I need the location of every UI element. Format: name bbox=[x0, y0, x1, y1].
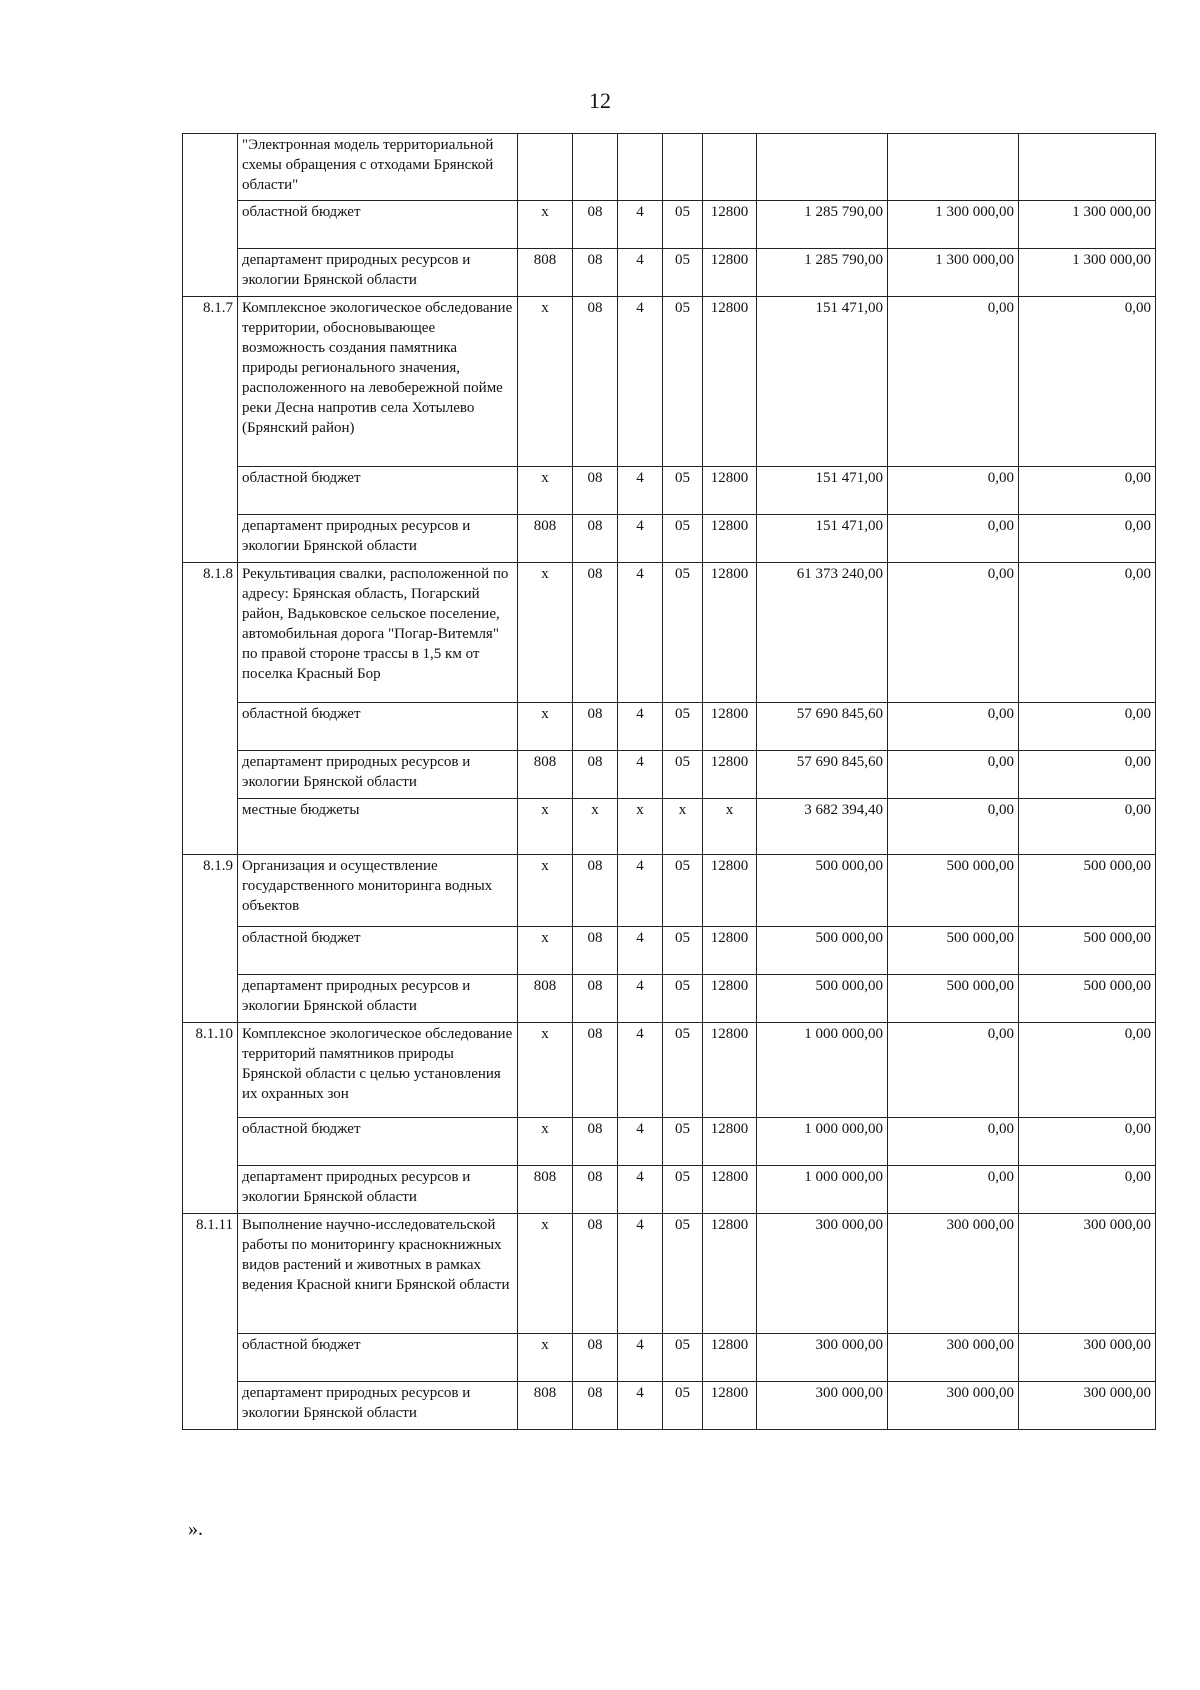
direction-cell: 12800 bbox=[703, 927, 757, 975]
amount-year3-cell: 0,00 bbox=[1019, 751, 1156, 799]
amount-year3-cell: 1 300 000,00 bbox=[1019, 249, 1156, 297]
table-row bbox=[183, 1214, 1156, 1334]
program-cell: 05 bbox=[663, 751, 703, 799]
amount-year2-cell: 0,00 bbox=[888, 1023, 1019, 1118]
direction-cell: 12800 bbox=[703, 1023, 757, 1118]
amount-year2-cell: 300 000,00 bbox=[888, 1214, 1019, 1334]
table-row bbox=[183, 563, 1156, 703]
amount-year2-cell bbox=[888, 134, 1019, 201]
table-row bbox=[183, 927, 1156, 975]
rz-cell: 08 bbox=[573, 1382, 618, 1430]
grbs-cell: х bbox=[518, 1334, 573, 1382]
program-cell: 05 bbox=[663, 927, 703, 975]
program-cell: 05 bbox=[663, 703, 703, 751]
table-row bbox=[183, 1382, 1156, 1430]
amount-year2-cell: 0,00 bbox=[888, 1118, 1019, 1166]
amount-year3-cell: 1 300 000,00 bbox=[1019, 201, 1156, 249]
table-row bbox=[183, 1334, 1156, 1382]
direction-cell: 12800 bbox=[703, 1382, 757, 1430]
amount-year3-cell: 0,00 bbox=[1019, 563, 1156, 703]
pr-cell: 4 bbox=[618, 1382, 663, 1430]
pr-cell: 4 bbox=[618, 201, 663, 249]
rz-cell: 08 bbox=[573, 1023, 618, 1118]
item-number-cell: 8.1.10 bbox=[183, 1023, 238, 1214]
program-cell: 05 bbox=[663, 1214, 703, 1334]
amount-year3-cell: 300 000,00 bbox=[1019, 1382, 1156, 1430]
grbs-cell: х bbox=[518, 563, 573, 703]
amount-year2-cell: 500 000,00 bbox=[888, 975, 1019, 1023]
amount-year3-cell: 0,00 bbox=[1019, 515, 1156, 563]
item-name-cell: департамент природных ресурсов и экологии Брянской области bbox=[238, 975, 518, 1023]
table-row bbox=[183, 201, 1156, 249]
program-cell: х bbox=[663, 799, 703, 855]
grbs-cell: х bbox=[518, 1023, 573, 1118]
item-number-cell: 8.1.8 bbox=[183, 563, 238, 855]
amount-year1-cell: 1 000 000,00 bbox=[757, 1166, 888, 1214]
item-name-cell: Выполнение научно-исследовательской работы по мониторингу краснокнижных видов растений и животных в рамках ведения Красной книги Брянской области bbox=[238, 1214, 518, 1334]
amount-year3-cell: 500 000,00 bbox=[1019, 975, 1156, 1023]
amount-year1-cell: 1 285 790,00 bbox=[757, 249, 888, 297]
item-name-cell: департамент природных ресурсов и экологии Брянской области bbox=[238, 1166, 518, 1214]
direction-cell: 12800 bbox=[703, 1214, 757, 1334]
grbs-cell: х bbox=[518, 927, 573, 975]
grbs-cell: х bbox=[518, 467, 573, 515]
item-number-cell: 8.1.7 bbox=[183, 297, 238, 563]
amount-year1-cell: 1 285 790,00 bbox=[757, 201, 888, 249]
pr-cell: 4 bbox=[618, 927, 663, 975]
amount-year2-cell: 0,00 bbox=[888, 703, 1019, 751]
amount-year1-cell: 151 471,00 bbox=[757, 297, 888, 467]
amount-year1-cell: 1 000 000,00 bbox=[757, 1118, 888, 1166]
amount-year2-cell: 300 000,00 bbox=[888, 1382, 1019, 1430]
grbs-cell: х bbox=[518, 799, 573, 855]
budget-table-body bbox=[183, 134, 1156, 1430]
item-name-cell: областной бюджет bbox=[238, 201, 518, 249]
amount-year3-cell: 0,00 bbox=[1019, 1166, 1156, 1214]
amount-year1-cell: 57 690 845,60 bbox=[757, 751, 888, 799]
grbs-cell: 808 bbox=[518, 515, 573, 563]
program-cell: 05 bbox=[663, 1166, 703, 1214]
item-name-cell: департамент природных ресурсов и экологии Брянской области bbox=[238, 249, 518, 297]
item-number-cell: 8.1.9 bbox=[183, 855, 238, 1023]
direction-cell: 12800 bbox=[703, 1166, 757, 1214]
item-name-cell: местные бюджеты bbox=[238, 799, 518, 855]
program-cell: 05 bbox=[663, 515, 703, 563]
rz-cell bbox=[573, 134, 618, 201]
grbs-cell: 808 bbox=[518, 1382, 573, 1430]
amount-year1-cell: 300 000,00 bbox=[757, 1382, 888, 1430]
pr-cell: 4 bbox=[618, 751, 663, 799]
amount-year2-cell: 0,00 bbox=[888, 297, 1019, 467]
amount-year2-cell: 0,00 bbox=[888, 1166, 1019, 1214]
amount-year1-cell bbox=[757, 134, 888, 201]
amount-year1-cell: 500 000,00 bbox=[757, 927, 888, 975]
amount-year1-cell: 151 471,00 bbox=[757, 467, 888, 515]
direction-cell: 12800 bbox=[703, 515, 757, 563]
table-row bbox=[183, 249, 1156, 297]
rz-cell: 08 bbox=[573, 201, 618, 249]
rz-cell: 08 bbox=[573, 855, 618, 927]
amount-year1-cell: 300 000,00 bbox=[757, 1334, 888, 1382]
amount-year2-cell: 1 300 000,00 bbox=[888, 249, 1019, 297]
rz-cell: 08 bbox=[573, 297, 618, 467]
pr-cell: 4 bbox=[618, 1118, 663, 1166]
grbs-cell: х bbox=[518, 855, 573, 927]
direction-cell: 12800 bbox=[703, 703, 757, 751]
amount-year2-cell: 1 300 000,00 bbox=[888, 201, 1019, 249]
direction-cell: 12800 bbox=[703, 1334, 757, 1382]
amount-year3-cell: 0,00 bbox=[1019, 799, 1156, 855]
amount-year3-cell: 0,00 bbox=[1019, 1023, 1156, 1118]
table-row bbox=[183, 1023, 1156, 1118]
pr-cell: 4 bbox=[618, 563, 663, 703]
item-name-cell: "Электронная модель территориальной схемы обращения с отходами Брянской области" bbox=[238, 134, 518, 201]
pr-cell: 4 bbox=[618, 1023, 663, 1118]
direction-cell: 12800 bbox=[703, 297, 757, 467]
program-cell: 05 bbox=[663, 1382, 703, 1430]
amount-year3-cell: 500 000,00 bbox=[1019, 927, 1156, 975]
pr-cell: 4 bbox=[618, 1166, 663, 1214]
grbs-cell: х bbox=[518, 1118, 573, 1166]
amount-year3-cell: 0,00 bbox=[1019, 703, 1156, 751]
rz-cell: х bbox=[573, 799, 618, 855]
grbs-cell: 808 bbox=[518, 975, 573, 1023]
amount-year3-cell: 300 000,00 bbox=[1019, 1214, 1156, 1334]
amount-year2-cell: 0,00 bbox=[888, 799, 1019, 855]
direction-cell: 12800 bbox=[703, 249, 757, 297]
direction-cell bbox=[703, 134, 757, 201]
table-row bbox=[183, 855, 1156, 927]
table-row bbox=[183, 1118, 1156, 1166]
amount-year1-cell: 57 690 845,60 bbox=[757, 703, 888, 751]
pr-cell: 4 bbox=[618, 975, 663, 1023]
pr-cell: 4 bbox=[618, 297, 663, 467]
amount-year2-cell: 300 000,00 bbox=[888, 1334, 1019, 1382]
item-name-cell: Рекультивация свалки, расположенной по адресу: Брянская область, Погарский район, Вадьковское сельское поселение, автомобильная дорога "Погар-Витемля" по правой стороне трассы в 1,5 км от поселка Красный Бор bbox=[238, 563, 518, 703]
amount-year1-cell: 61 373 240,00 bbox=[757, 563, 888, 703]
table-row bbox=[183, 703, 1156, 751]
item-name-cell: департамент природных ресурсов и экологии Брянской области bbox=[238, 515, 518, 563]
amount-year1-cell: 500 000,00 bbox=[757, 855, 888, 927]
item-name-cell: департамент природных ресурсов и экологии Брянской области bbox=[238, 751, 518, 799]
direction-cell: 12800 bbox=[703, 751, 757, 799]
pr-cell: х bbox=[618, 799, 663, 855]
amount-year3-cell: 300 000,00 bbox=[1019, 1334, 1156, 1382]
amount-year3-cell bbox=[1019, 134, 1156, 201]
table-row bbox=[183, 975, 1156, 1023]
item-name-cell: областной бюджет bbox=[238, 467, 518, 515]
amount-year3-cell: 500 000,00 bbox=[1019, 855, 1156, 927]
grbs-cell: 808 bbox=[518, 751, 573, 799]
rz-cell: 08 bbox=[573, 1214, 618, 1334]
program-cell: 05 bbox=[663, 563, 703, 703]
pr-cell: 4 bbox=[618, 467, 663, 515]
rz-cell: 08 bbox=[573, 467, 618, 515]
amount-year2-cell: 500 000,00 bbox=[888, 855, 1019, 927]
rz-cell: 08 bbox=[573, 515, 618, 563]
grbs-cell bbox=[518, 134, 573, 201]
table-row bbox=[183, 134, 1156, 201]
item-name-cell: областной бюджет bbox=[238, 927, 518, 975]
item-name-cell: Комплексное экологическое обследование территорий памятников природы Брянской области с целью установления их охранных зон bbox=[238, 1023, 518, 1118]
pr-cell: 4 bbox=[618, 1214, 663, 1334]
item-name-cell: областной бюджет bbox=[238, 1118, 518, 1166]
direction-cell: 12800 bbox=[703, 1118, 757, 1166]
amount-year1-cell: 300 000,00 bbox=[757, 1214, 888, 1334]
pr-cell: 4 bbox=[618, 855, 663, 927]
item-number-cell: 8.1.11 bbox=[183, 1214, 238, 1430]
program-cell: 05 bbox=[663, 1334, 703, 1382]
program-cell: 05 bbox=[663, 855, 703, 927]
grbs-cell: 808 bbox=[518, 1166, 573, 1214]
program-cell bbox=[663, 134, 703, 201]
amount-year3-cell: 0,00 bbox=[1019, 297, 1156, 467]
table-row bbox=[183, 467, 1156, 515]
direction-cell: 12800 bbox=[703, 975, 757, 1023]
program-cell: 05 bbox=[663, 297, 703, 467]
direction-cell: х bbox=[703, 799, 757, 855]
program-cell: 05 bbox=[663, 467, 703, 515]
table-row bbox=[183, 1166, 1156, 1214]
rz-cell: 08 bbox=[573, 249, 618, 297]
grbs-cell: 808 bbox=[518, 249, 573, 297]
item-name-cell: департамент природных ресурсов и экологии Брянской области bbox=[238, 1382, 518, 1430]
page-number: 12 bbox=[589, 88, 611, 113]
amount-year1-cell: 3 682 394,40 bbox=[757, 799, 888, 855]
table-row bbox=[183, 297, 1156, 467]
item-name-cell: областной бюджет bbox=[238, 703, 518, 751]
amount-year2-cell: 0,00 bbox=[888, 515, 1019, 563]
table-row bbox=[183, 751, 1156, 799]
amount-year1-cell: 500 000,00 bbox=[757, 975, 888, 1023]
item-number-cell bbox=[183, 134, 238, 297]
table-row bbox=[183, 515, 1156, 563]
direction-cell: 12800 bbox=[703, 201, 757, 249]
amount-year2-cell: 0,00 bbox=[888, 563, 1019, 703]
table-row bbox=[183, 799, 1156, 855]
grbs-cell: х bbox=[518, 201, 573, 249]
grbs-cell: х bbox=[518, 297, 573, 467]
rz-cell: 08 bbox=[573, 1334, 618, 1382]
rz-cell: 08 bbox=[573, 927, 618, 975]
rz-cell: 08 bbox=[573, 975, 618, 1023]
program-cell: 05 bbox=[663, 249, 703, 297]
pr-cell: 4 bbox=[618, 703, 663, 751]
budget-table bbox=[182, 133, 1156, 1430]
amount-year3-cell: 0,00 bbox=[1019, 1118, 1156, 1166]
rz-cell: 08 bbox=[573, 1118, 618, 1166]
grbs-cell: х bbox=[518, 1214, 573, 1334]
item-name-cell: Организация и осуществление государственного мониторинга водных объектов bbox=[238, 855, 518, 927]
item-name-cell: областной бюджет bbox=[238, 1334, 518, 1382]
closing-quote-mark: ». bbox=[188, 1518, 203, 1540]
pr-cell: 4 bbox=[618, 515, 663, 563]
grbs-cell: х bbox=[518, 703, 573, 751]
rz-cell: 08 bbox=[573, 751, 618, 799]
direction-cell: 12800 bbox=[703, 855, 757, 927]
amount-year1-cell: 1 000 000,00 bbox=[757, 1023, 888, 1118]
amount-year2-cell: 0,00 bbox=[888, 467, 1019, 515]
direction-cell: 12800 bbox=[703, 563, 757, 703]
program-cell: 05 bbox=[663, 1118, 703, 1166]
program-cell: 05 bbox=[663, 201, 703, 249]
pr-cell: 4 bbox=[618, 249, 663, 297]
direction-cell: 12800 bbox=[703, 467, 757, 515]
amount-year3-cell: 0,00 bbox=[1019, 467, 1156, 515]
rz-cell: 08 bbox=[573, 563, 618, 703]
amount-year2-cell: 0,00 bbox=[888, 751, 1019, 799]
pr-cell: 4 bbox=[618, 1334, 663, 1382]
amount-year1-cell: 151 471,00 bbox=[757, 515, 888, 563]
item-name-cell: Комплексное экологическое обследование территории, обосновывающее возможность создания памятника природы регионального значения, расположенного на левобережной пойме реки Десна напротив села Хотылево (Брянский район) bbox=[238, 297, 518, 467]
program-cell: 05 bbox=[663, 975, 703, 1023]
pr-cell bbox=[618, 134, 663, 201]
amount-year2-cell: 500 000,00 bbox=[888, 927, 1019, 975]
rz-cell: 08 bbox=[573, 1166, 618, 1214]
program-cell: 05 bbox=[663, 1023, 703, 1118]
rz-cell: 08 bbox=[573, 703, 618, 751]
